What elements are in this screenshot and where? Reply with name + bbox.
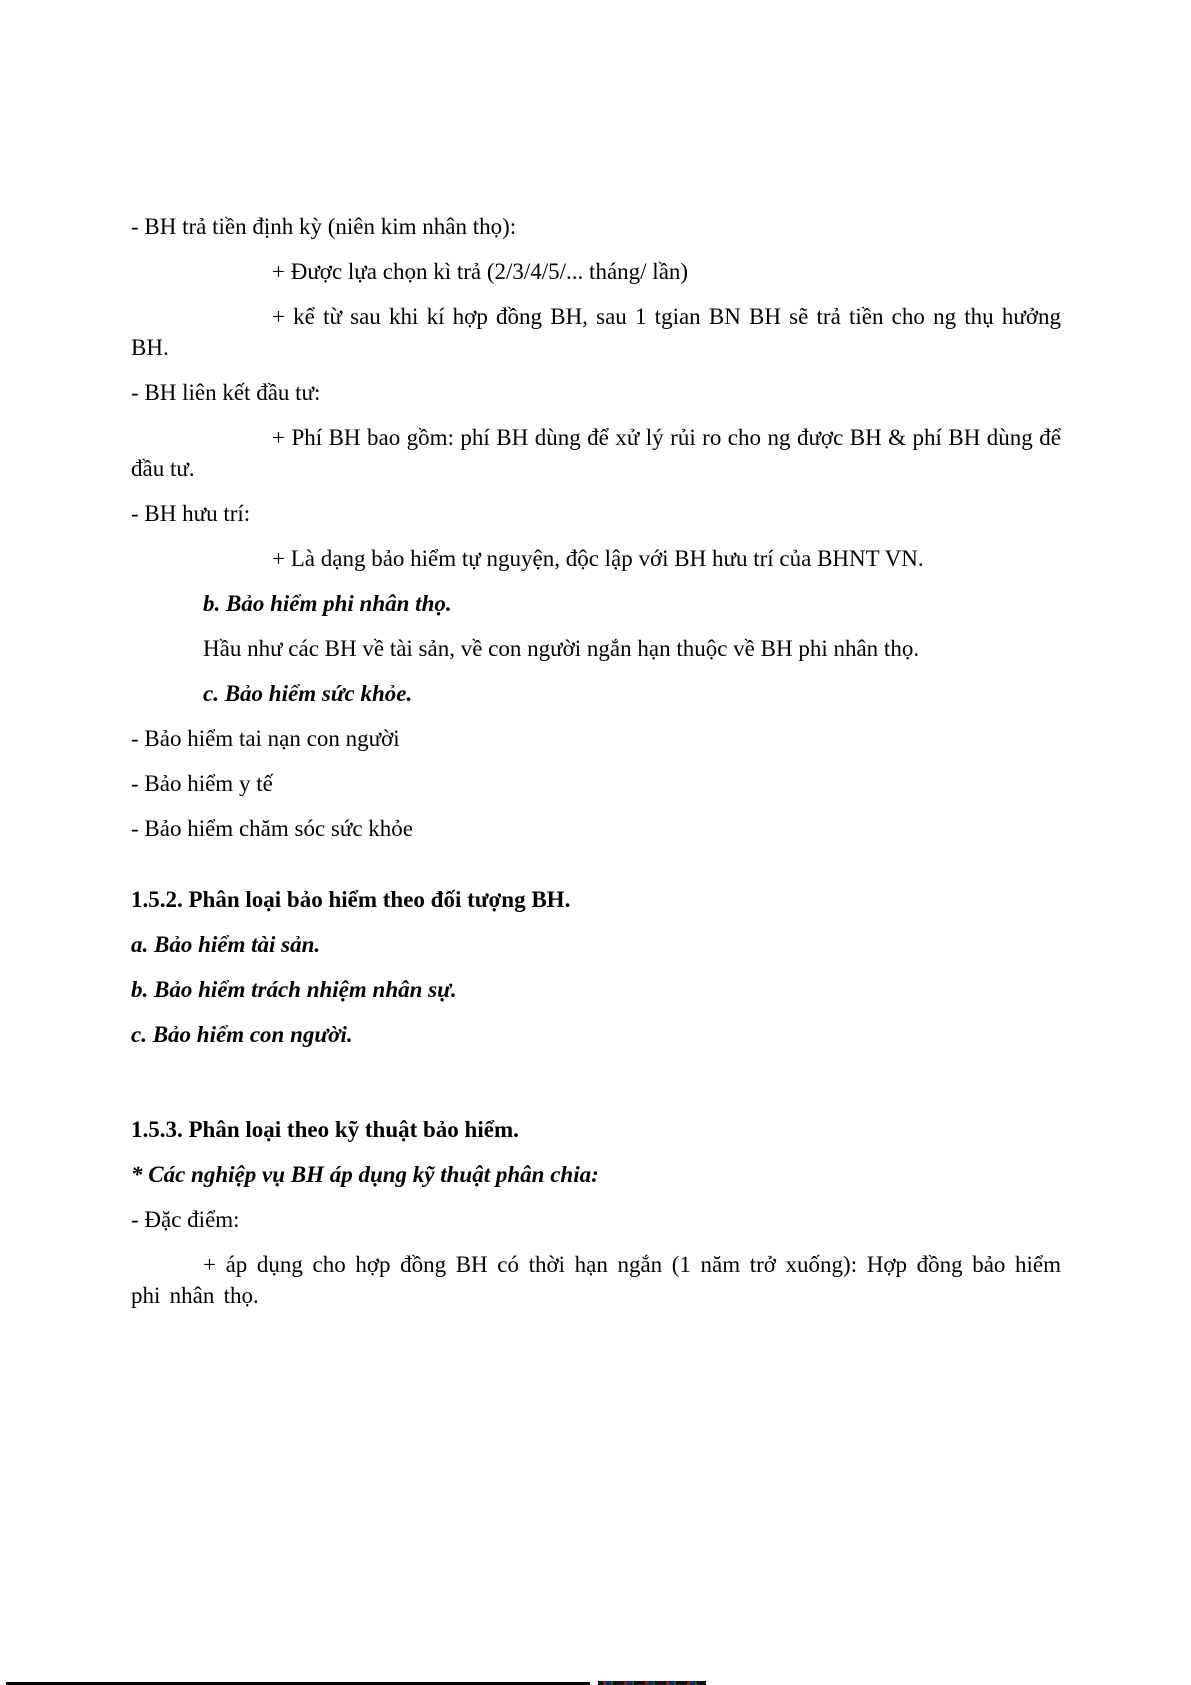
paragraph-dash: - BH hưu trí: — [131, 501, 251, 526]
paragraph-dash: - Đặc điểm: — [131, 1207, 240, 1232]
subsection-heading: a. Bảo hiểm tài sản. — [131, 932, 321, 957]
paragraph-body: Hầu như các BH về tài sản, về con người ngắn hạn thuộc về BH phi nhân thọ. — [203, 636, 920, 661]
paragraph-plus: + kể từ sau khi kí hợp đồng BH, sau 1 tgian BN BH sẽ trả tiền cho ng thụ hưởng BH. — [131, 304, 1061, 360]
subsection-note: * Các nghiệp vụ BH áp dụng kỹ thuật phân chia: — [131, 1162, 599, 1187]
paragraph-dash: - Bảo hiểm tai nạn con người — [131, 726, 400, 751]
subsection-heading: b. Bảo hiểm trách nhiệm nhân sự. — [131, 977, 457, 1002]
paragraph-plus: + Được lựa chọn kì trả (2/3/4/5/... tháng/ lần) — [272, 259, 689, 284]
section-heading-153: 1.5.3. Phân loại theo kỹ thuật bảo hiểm. — [131, 1117, 519, 1142]
subsection-heading: b. Bảo hiểm phi nhân thọ. — [203, 591, 452, 616]
subsection-heading: c. Bảo hiểm con người. — [131, 1022, 353, 1047]
paragraph-plus: + Phí BH bao gồm: phí BH dùng để xử lý rủi ro cho ng được BH & phí BH dùng để đầu tư. — [131, 425, 1061, 481]
paragraph-dash: - BH trả tiền định kỳ (niên kim nhân thọ): — [131, 214, 517, 239]
page-bottom-artifact — [598, 1681, 706, 1685]
paragraph-dash: - BH liên kết đầu tư: — [131, 380, 321, 405]
document-page — [131, 211, 1061, 1325]
paragraph-plus: + áp dụng cho hợp đồng BH có thời hạn ngắn (1 năm trở xuống): Hợp đồng bảo hiểm phi nhân thọ. — [131, 1252, 1061, 1308]
paragraph-dash: - Bảo hiểm y tế — [131, 771, 273, 796]
paragraph-plus: + Là dạng bảo hiểm tự nguyện, độc lập với BH hưu trí của BHNT VN. — [272, 546, 924, 571]
subsection-heading: c. Bảo hiểm sức khỏe. — [203, 681, 413, 706]
paragraph-dash: - Bảo hiểm chăm sóc sức khỏe — [131, 816, 413, 841]
section-heading-152: 1.5.2. Phân loại bảo hiểm theo đối tượng BH. — [131, 887, 571, 912]
